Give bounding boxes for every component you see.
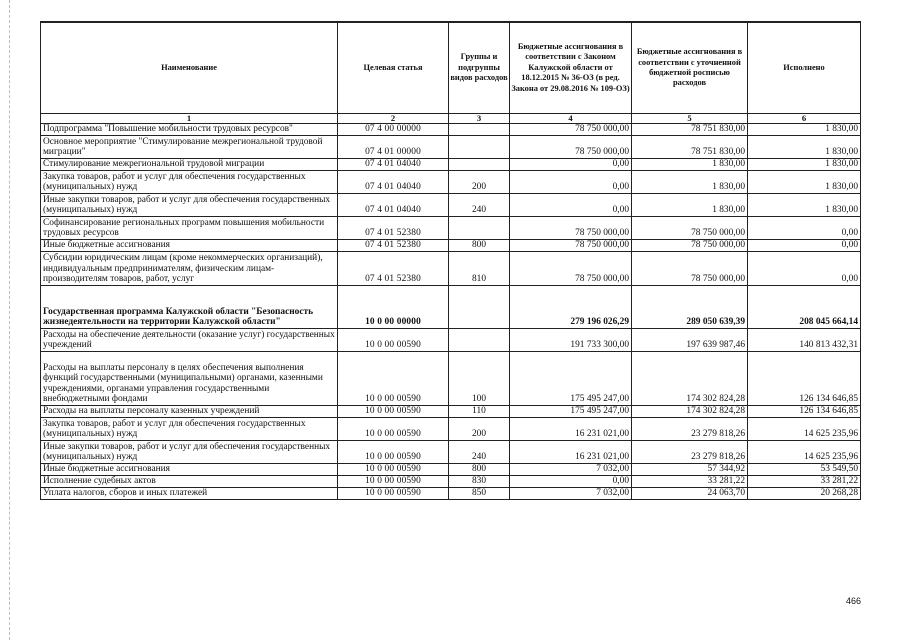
column-number: 3 — [449, 114, 510, 124]
row-refined-amount: 1 830,00 — [632, 194, 748, 217]
row-expense-group: 200 — [449, 418, 510, 441]
row-expense-group — [449, 159, 510, 171]
row-law-amount: 0,00 — [510, 194, 632, 217]
row-refined-amount: 33 281,22 — [632, 476, 748, 488]
row-law-amount: 175 495 247,00 — [510, 352, 632, 406]
header-law-allocations: Бюджетные ассигнования в соответствии с Законом Калужской области от 18.12.2015 № 36-ОЗ (в ред. Закона от 29.08.2016 № 109-ОЗ) — [510, 22, 632, 114]
row-refined-amount: 174 302 824,28 — [632, 352, 748, 406]
row-target-article: 10 0 00 00590 — [338, 352, 449, 406]
row-name: Иные закупки товаров, работ и услуг для обеспечения государственных (муниципальных) нужд — [41, 441, 338, 464]
column-number: 2 — [338, 114, 449, 124]
row-refined-amount: 78 750 000,00 — [632, 252, 748, 286]
column-number: 5 — [632, 114, 748, 124]
row-executed-amount: 1 830,00 — [748, 159, 861, 171]
row-expense-group: 200 — [449, 171, 510, 194]
row-name: Исполнение судебных актов — [41, 476, 338, 488]
table-row — [41, 194, 861, 217]
table-row — [41, 352, 861, 406]
row-executed-amount: 33 281,22 — [748, 476, 861, 488]
binding-margin-line — [9, 0, 10, 640]
table-body — [41, 124, 861, 500]
column-number-row — [41, 114, 861, 124]
row-refined-amount: 23 279 818,26 — [632, 418, 748, 441]
row-expense-group: 800 — [449, 464, 510, 476]
table-row — [41, 406, 861, 418]
table-row — [41, 171, 861, 194]
row-name: Иные бюджетные ассигнования — [41, 240, 338, 252]
row-expense-group: 240 — [449, 441, 510, 464]
row-expense-group: 830 — [449, 476, 510, 488]
row-law-amount: 0,00 — [510, 476, 632, 488]
row-target-article: 07 4 01 04040 — [338, 194, 449, 217]
row-expense-group — [449, 329, 510, 352]
column-number: 6 — [748, 114, 861, 124]
row-refined-amount: 78 751 830,00 — [632, 124, 748, 136]
row-target-article: 10 0 00 00590 — [338, 464, 449, 476]
row-law-amount: 78 750 000,00 — [510, 252, 632, 286]
row-executed-amount: 53 549,50 — [748, 464, 861, 476]
row-name: Иные закупки товаров, работ и услуг для обеспечения государственных (муниципальных) нужд — [41, 194, 338, 217]
row-target-article: 07 4 01 52380 — [338, 252, 449, 286]
row-target-article: 10 0 00 00590 — [338, 418, 449, 441]
row-name: Расходы на обеспечение деятельности (оказание услуг) государственных учреждений — [41, 329, 338, 352]
row-executed-amount: 0,00 — [748, 217, 861, 240]
row-refined-amount: 24 063,70 — [632, 488, 748, 500]
row-name: Софинансирование региональных программ повышения мобильности трудовых ресурсов — [41, 217, 338, 240]
row-name: Иные бюджетные ассигнования — [41, 464, 338, 476]
row-law-amount: 279 196 026,29 — [510, 286, 632, 329]
header-name: Наименование — [41, 22, 338, 114]
row-refined-amount: 197 639 987,46 — [632, 329, 748, 352]
table-row — [41, 488, 861, 500]
header-executed: Исполнено — [748, 22, 861, 114]
header-article: Целевая статья — [338, 22, 449, 114]
row-name: Государственная программа Калужской области "Безопасность жизнедеятельности на территории Калужской области" — [41, 286, 338, 329]
table-row — [41, 441, 861, 464]
row-name: Стимулирование межрегиональной трудовой миграции — [41, 159, 338, 171]
row-expense-group — [449, 286, 510, 329]
row-name: Расходы на выплаты персоналу в целях обеспечения выполнения функций государственными (муниципальными) органами, казенными учреждениями, органами управления государственными внебюджетными фондами — [41, 352, 338, 406]
row-name: Закупка товаров, работ и услуг для обеспечения государственных (муниципальных) нужд — [41, 171, 338, 194]
row-target-article: 07 4 01 52380 — [338, 240, 449, 252]
table-header-row — [41, 22, 861, 114]
row-executed-amount: 1 830,00 — [748, 171, 861, 194]
row-executed-amount: 14 625 235,96 — [748, 418, 861, 441]
row-name: Субсидии юридическим лицам (кроме некоммерческих организаций), индивидуальным предпринимателям, физическим лицам-производителям товаров, работ, услуг — [41, 252, 338, 286]
table-row — [41, 286, 861, 329]
row-law-amount: 78 750 000,00 — [510, 217, 632, 240]
row-expense-group: 100 — [449, 352, 510, 406]
row-executed-amount: 126 134 646,85 — [748, 406, 861, 418]
column-number: 1 — [41, 114, 338, 124]
table-row — [41, 252, 861, 286]
row-refined-amount: 23 279 818,26 — [632, 441, 748, 464]
row-expense-group: 850 — [449, 488, 510, 500]
row-executed-amount: 1 830,00 — [748, 194, 861, 217]
row-target-article: 10 0 00 00590 — [338, 441, 449, 464]
row-executed-amount: 126 134 646,85 — [748, 352, 861, 406]
row-law-amount: 7 032,00 — [510, 464, 632, 476]
row-executed-amount: 1 830,00 — [748, 136, 861, 159]
row-law-amount: 16 231 021,00 — [510, 441, 632, 464]
row-target-article: 10 0 00 00000 — [338, 286, 449, 329]
header-refined-allocations: Бюджетные ассигнования в соответствии с уточненной бюджетной росписью расходов — [632, 22, 748, 114]
row-name: Расходы на выплаты персоналу казенных учреждений — [41, 406, 338, 418]
row-executed-amount: 208 045 664,14 — [748, 286, 861, 329]
row-target-article: 07 4 01 52380 — [338, 217, 449, 240]
row-refined-amount: 1 830,00 — [632, 159, 748, 171]
row-expense-group: 110 — [449, 406, 510, 418]
row-expense-group — [449, 217, 510, 240]
row-executed-amount: 0,00 — [748, 252, 861, 286]
row-target-article: 07 4 01 00000 — [338, 136, 449, 159]
row-target-article: 10 0 00 00590 — [338, 476, 449, 488]
table-row — [41, 124, 861, 136]
row-expense-group: 800 — [449, 240, 510, 252]
column-number: 4 — [510, 114, 632, 124]
row-refined-amount: 289 050 639,39 — [632, 286, 748, 329]
row-expense-group: 240 — [449, 194, 510, 217]
row-executed-amount: 20 268,28 — [748, 488, 861, 500]
table-row — [41, 464, 861, 476]
budget-table — [40, 21, 861, 500]
header-groups: Группы и подгруппы видов расходов — [449, 22, 510, 114]
row-name: Закупка товаров, работ и услуг для обеспечения государственных (муниципальных) нужд — [41, 418, 338, 441]
row-law-amount: 0,00 — [510, 159, 632, 171]
page-number: 466 — [846, 596, 862, 606]
row-name: Основное мероприятие "Стимулирование межрегиональной трудовой миграции" — [41, 136, 338, 159]
row-law-amount: 175 495 247,00 — [510, 406, 632, 418]
table-row — [41, 136, 861, 159]
row-executed-amount: 140 813 432,31 — [748, 329, 861, 352]
row-name: Уплата налогов, сборов и иных платежей — [41, 488, 338, 500]
row-law-amount: 0,00 — [510, 171, 632, 194]
row-executed-amount: 14 625 235,96 — [748, 441, 861, 464]
row-refined-amount: 1 830,00 — [632, 171, 748, 194]
table-row — [41, 217, 861, 240]
row-expense-group — [449, 124, 510, 136]
row-law-amount: 78 750 000,00 — [510, 124, 632, 136]
row-executed-amount: 0,00 — [748, 240, 861, 252]
row-refined-amount: 174 302 824,28 — [632, 406, 748, 418]
row-refined-amount: 57 344,92 — [632, 464, 748, 476]
row-target-article: 10 0 00 00590 — [338, 329, 449, 352]
row-target-article: 07 4 01 04040 — [338, 171, 449, 194]
row-expense-group — [449, 136, 510, 159]
row-target-article: 10 0 00 00590 — [338, 406, 449, 418]
row-law-amount: 7 032,00 — [510, 488, 632, 500]
table-row — [41, 476, 861, 488]
row-law-amount: 191 733 300,00 — [510, 329, 632, 352]
table-row — [41, 418, 861, 441]
row-target-article: 10 0 00 00590 — [338, 488, 449, 500]
table-row — [41, 159, 861, 171]
row-refined-amount: 78 750 000,00 — [632, 240, 748, 252]
table-row — [41, 329, 861, 352]
row-refined-amount: 78 750 000,00 — [632, 217, 748, 240]
row-target-article: 07 4 01 04040 — [338, 159, 449, 171]
row-expense-group: 810 — [449, 252, 510, 286]
row-executed-amount: 1 830,00 — [748, 124, 861, 136]
row-refined-amount: 78 751 830,00 — [632, 136, 748, 159]
row-law-amount: 78 750 000,00 — [510, 240, 632, 252]
row-name: Подпрограмма "Повышение мобильности трудовых ресурсов" — [41, 124, 338, 136]
row-law-amount: 16 231 021,00 — [510, 418, 632, 441]
table-row — [41, 240, 861, 252]
row-law-amount: 78 750 000,00 — [510, 136, 632, 159]
row-target-article: 07 4 00 00000 — [338, 124, 449, 136]
